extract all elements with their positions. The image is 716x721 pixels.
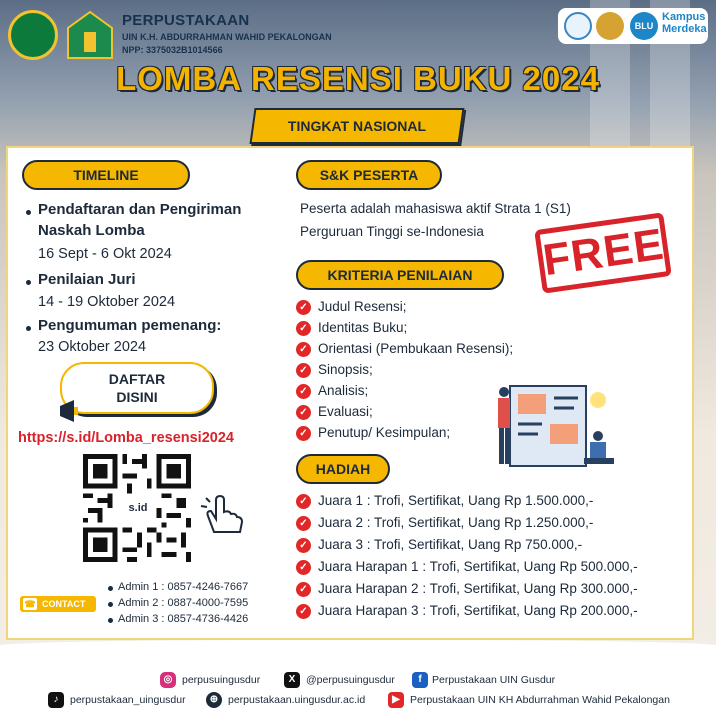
prizes-heading: HADIAH	[296, 454, 390, 484]
bullet-icon	[26, 210, 31, 215]
criteria-item: Evaluasi;	[318, 404, 373, 419]
bullet-icon	[108, 618, 113, 623]
criteria-item: Analisis;	[318, 383, 369, 398]
footer	[0, 648, 716, 721]
criteria-item: Penutup/ Kesimpulan;	[318, 425, 451, 440]
bullet-icon	[26, 326, 31, 331]
bullet-icon	[108, 602, 113, 607]
footer-tiktok[interactable]: perpustakaan_uingusdur	[70, 694, 186, 706]
sk-heading: S&K PESERTA	[296, 160, 442, 190]
blu-logo-icon: BLU	[630, 12, 658, 40]
org-npp: NPP: 3375032B1014566	[122, 45, 223, 55]
timeline-heading: TIMELINE	[22, 160, 190, 190]
contact-label	[20, 596, 96, 625]
criteria-heading: KRITERIA PENILAIAN	[296, 260, 504, 290]
megaphone-icon	[58, 398, 80, 424]
check-icon: ✓	[296, 300, 311, 315]
kampus-merdeka-logo: Kampus	[662, 11, 706, 23]
sk-line-1: Peserta adalah mahasiswa aktif Strata 1 (S1)	[300, 201, 571, 216]
header	[0, 0, 716, 60]
level-badge	[249, 108, 464, 144]
level-badge-label: TINGKAT NASIONAL	[287, 118, 427, 134]
registration-link[interactable]: https://s.id/Lomba_resensi2024	[18, 430, 234, 446]
footer-x[interactable]: @perpusuingusdur	[306, 674, 395, 686]
check-icon: ✓	[296, 405, 311, 420]
reading-illustration	[490, 380, 620, 472]
footer-website[interactable]: perpustakaan.uingusdur.ac.id	[228, 694, 366, 706]
bullet-icon	[108, 586, 113, 591]
timeline-item-label: Pengumuman pemenang:	[38, 317, 222, 334]
prize-item: Juara 1 : Trofi, Sertifikat, Uang Rp 1.500.000,-	[318, 493, 594, 508]
youtube-icon: ▶	[388, 692, 404, 708]
register-button-line2: DISINI	[116, 389, 158, 405]
footer-youtube[interactable]: Perpustakaan UIN KH Abdurrahman Wahid Pekalongan	[410, 694, 670, 706]
timeline-item-date: 14 - 19 Oktober 2024	[38, 294, 176, 310]
x-icon: X	[284, 672, 300, 688]
qr-code[interactable]	[82, 454, 192, 562]
criteria-item: Orientasi (Pembukaan Resensi);	[318, 341, 514, 356]
tap-hand-icon	[198, 492, 244, 534]
org-title: PERPUSTAKAAN	[122, 12, 250, 29]
prize-item: Juara Harapan 2 : Trofi, Sertifikat, Uang Rp 300.000,-	[318, 581, 638, 596]
uin-logo-icon	[64, 10, 116, 60]
phone-icon: ☎	[24, 599, 36, 609]
timeline-item-label-2: Naskah Lomba	[38, 222, 145, 239]
sk-line-2: Perguruan Tinggi se-Indonesia	[300, 224, 484, 239]
timeline-item-label: Pendaftaran dan Pengiriman	[38, 201, 242, 218]
check-icon: ✓	[296, 363, 311, 378]
check-icon: ✓	[296, 516, 311, 531]
facebook-icon: f	[412, 672, 428, 688]
prize-item: Juara 2 : Trofi, Sertifikat, Uang Rp 1.250.000,-	[318, 515, 594, 530]
check-icon: ✓	[296, 384, 311, 399]
check-icon: ✓	[296, 426, 311, 441]
bullet-icon	[26, 280, 31, 285]
check-icon: ✓	[296, 538, 311, 553]
timeline-item-label: Penilaian Juri	[38, 271, 136, 288]
prize-item: Juara Harapan 3 : Trofi, Sertifikat, Uang Rp 200.000,-	[318, 603, 638, 618]
tiktok-icon: ♪	[48, 692, 64, 708]
admin-contact[interactable]: Admin 1 : 0857-4246-7667	[118, 581, 249, 593]
admin-contact[interactable]: Admin 3 : 0857-4736-4426	[118, 613, 249, 625]
criteria-item: Identitas Buku;	[318, 320, 408, 335]
qr-center-logo: s.id	[128, 502, 148, 514]
org-subtitle: UIN K.H. ABDURRAHMAN WAHID PEKALONGAN	[122, 32, 332, 42]
partner-seal-icon	[596, 12, 624, 40]
check-icon: ✓	[296, 342, 311, 357]
partner-logos	[558, 8, 708, 44]
check-icon: ✓	[296, 321, 311, 336]
admin-contact[interactable]: Admin 2 : 0887-4000-7595	[118, 597, 249, 609]
globe-icon: ⊕	[206, 692, 222, 708]
pusaka-logo-icon	[564, 12, 592, 40]
check-icon: ✓	[296, 582, 311, 597]
instagram-icon: ◎	[160, 672, 176, 688]
timeline-item-date: 23 Oktober 2024	[38, 339, 147, 355]
prize-item: Juara 3 : Trofi, Sertifikat, Uang Rp 750.000,-	[318, 537, 583, 552]
timeline-item-date: 16 Sept - 6 Okt 2024	[38, 246, 172, 262]
free-stamp: FREE	[534, 212, 672, 293]
check-icon: ✓	[296, 560, 311, 575]
kampus-merdeka-logo-line2: Merdeka	[662, 23, 707, 35]
criteria-item: Sinopsis;	[318, 362, 373, 377]
kemenag-logo-icon	[8, 10, 58, 60]
contact-label-text: CONTACT US	[42, 599, 86, 625]
check-icon: ✓	[296, 494, 311, 509]
prize-item: Juara Harapan 1 : Trofi, Sertifikat, Uang Rp 500.000,-	[318, 559, 638, 574]
check-icon: ✓	[296, 604, 311, 619]
page-title: LOMBA RESENSI BUKU 2024	[116, 60, 600, 97]
criteria-item: Judul Resensi;	[318, 299, 407, 314]
register-button-line1: DAFTAR	[108, 371, 166, 387]
footer-facebook[interactable]: Perpustakaan UIN Gusdur	[432, 674, 556, 686]
register-button[interactable]	[60, 362, 214, 414]
footer-instagram[interactable]: perpusuingusdur	[182, 674, 261, 686]
